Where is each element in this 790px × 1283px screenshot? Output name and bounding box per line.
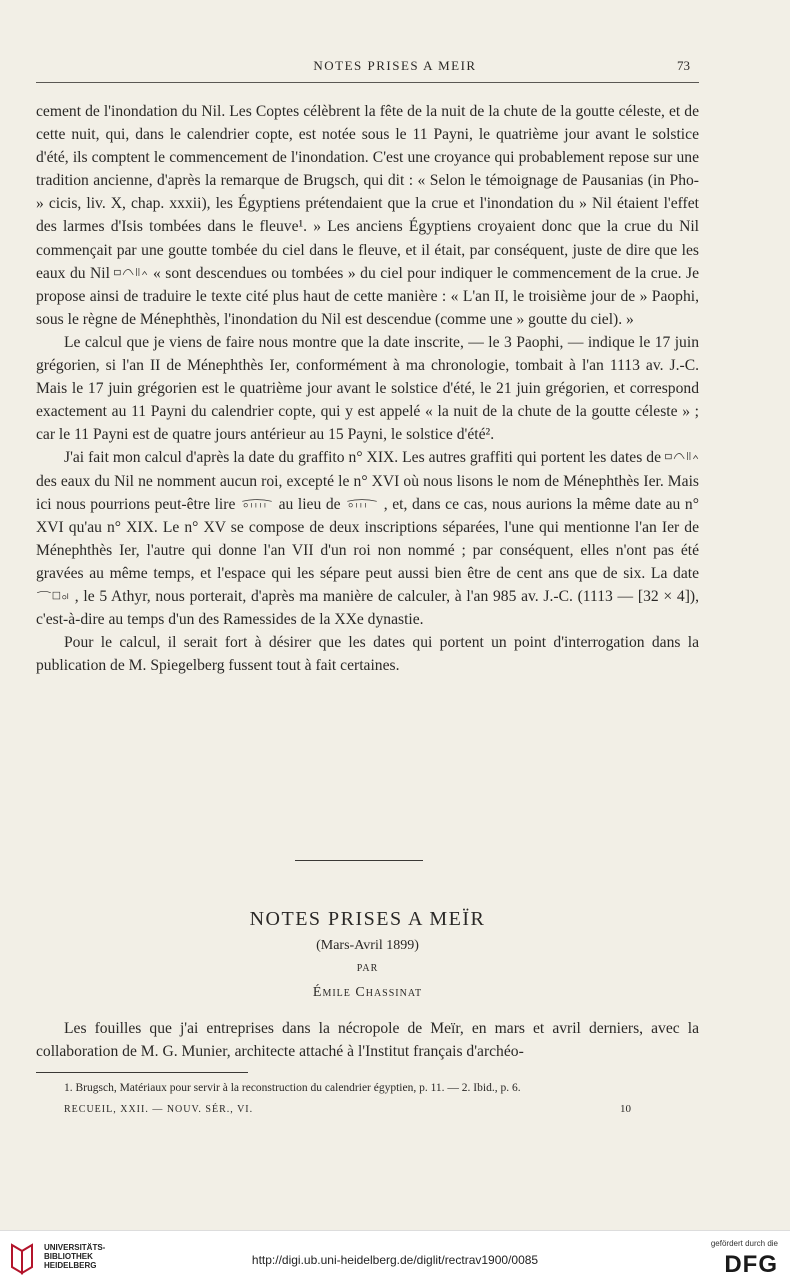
dfg-logo: DFG: [724, 1251, 778, 1278]
signature-mark: RECUEIL, XXII. — NOUV. SÉR., VI.: [64, 1104, 254, 1115]
date-glyph-icon: [345, 495, 379, 511]
hieroglyph-icon: [665, 448, 699, 464]
paragraph-text: au lieu de: [278, 495, 341, 513]
header-rule: [36, 82, 699, 83]
paragraph-text: J'ai fait mon calcul d'après la date du graffito n° XIX. Les autres graffiti qui portent les dates de: [64, 449, 662, 467]
footnote-rule: [36, 1072, 248, 1073]
section-by: PAR: [356, 963, 379, 974]
section-divider: [295, 860, 423, 861]
main-text: [36, 100, 699, 677]
library-name: UNIVERSITÄTS- BIBLIOTHEK HEIDELBERG: [44, 1243, 106, 1270]
paragraph-text: , le 5 Athyr, nous porterait, d'après ma manière de calculer, à l'an 985 av. J.-C. (1113 — [32 × 4]), c'est-à-dire au temps d'un des Ramessides de la XXe dynastie.: [36, 587, 699, 629]
section-author: Émile Chassinat: [312, 985, 423, 1000]
paragraph: [36, 631, 699, 677]
intro-paragraph: Les fouilles que j'ai entreprises dans la nécropole de Meïr, en mars et avril derniers, avec la collaboration de M. G. Munier, architecte attaché à l'Institut français d'archéo-: [36, 1020, 699, 1060]
paragraph: [36, 100, 699, 331]
funding-caption: gefördert durch die: [710, 1239, 778, 1248]
paragraph-text: Le calcul que je viens de faire nous montre que la date inscrite, — le 3 Paophi, — indique le 17 juin grégorien, si l'an II de Ménephthès Ier, conformément à ma chronologie, tombait à l'an 1113 av. J.-C. Mais le 17 juin grégorien est le quatrième jour avant le solstice d'été, le 21 juin grégorien, et correspond exactement au 11 Payni du calendrier copte, qui y est appelé « la nuit de la chute de la goutte céleste » ; car le 11 Payni est de quatre jours antérieur au 15 Payni, le solstice d'été².: [36, 333, 699, 444]
paragraph-text: , et, dans ce cas, nous aurions la même date au n° XVI qu'au n° XIX. Le n° XV se compose de deux inscriptions séparées, l'une qui mentionne l'an Ier de Ménephthès Ier, l'autre qui donne l'an VII d'un roi non nommé ; par conséquent, elles n'ont pas été gravées au même temps, et l'espace qui les sépare peut aussi bien être de cent ans que de six. La date: [36, 495, 699, 582]
signature-number: 10: [620, 1103, 631, 1115]
hieroglyph-icon: [114, 264, 148, 280]
page-number: 73: [677, 58, 690, 73]
date-glyph-icon: [240, 495, 274, 511]
paragraph: [36, 331, 699, 446]
footnote: 1. Brugsch, Matériaux pour servir à la reconstruction du calendrier égyptien, p. 11. — 2. Ibid., p. 6.: [64, 1082, 521, 1094]
date-glyph-icon: [36, 587, 70, 603]
running-header: NOTES PRISES A MEIR: [313, 58, 477, 73]
paragraph-text: Pour le calcul, il serait fort à désirer que les dates qui portent un point d'interrogation dans la publication de M. Spiegelberg fussent tout à fait certaines.: [36, 634, 699, 675]
paragraph-text: des eaux du Nil ne nomment aucun roi, excepté le n° XVI où nous lisons le nom de Ménephthès Ier. Mais ici nous pourrions peut-être lire: [36, 472, 699, 513]
intro-text: [36, 1017, 699, 1063]
paragraph-text: « sont descendues ou tombées » du ciel pour indiquer le commencement de la crue. Je propose ainsi de traduire le texte cité plus haut de cette manière : « L'an II, le troisième jour de » Paophi, sous le règne de Ménephthès, l'inondation du Nil est descendue (comme une » goutte du ciel). »: [36, 264, 700, 328]
viewer-footer: [0, 1230, 790, 1283]
section-title: NOTES PRISES A MEÏR: [249, 908, 486, 930]
page-url[interactable]: http://digi.ub.uni-heidelberg.de/diglit/rectrav1900/0085: [251, 1253, 539, 1267]
paragraph: [36, 446, 699, 631]
paragraph-text: cement de l'inondation du Nil. Les Coptes célèbrent la fête de la nuit de la chute de la goutte céleste, et de cette nuit, qui, dans le calendrier copte, est notée sous le 11 Payni, le quatrième jour avant le solstice d'été, ils comptent le commencement de l'inondation. C'est une croyance qui probablement repose sur une tradition ancienne, d'après la remarque de Brugsch, qui dit : « Selon le témoignage de Pausanias (in Pho- » cicis, liv. X, chap. xxxii), les Égyptiens prétendaient que la crue et l'inondation du » Nil étaient l'effet des larmes d'Isis tombées dans le fleuve¹. » Les anciens Égyptiens croyaient donc que la crue du Nil commençait par une goutte tombée du ciel dans le fleuve, et il était, par conséquent, juste de dire que les eaux du Nil: [36, 103, 699, 282]
section-date: (Mars-Avril 1899): [316, 938, 419, 953]
